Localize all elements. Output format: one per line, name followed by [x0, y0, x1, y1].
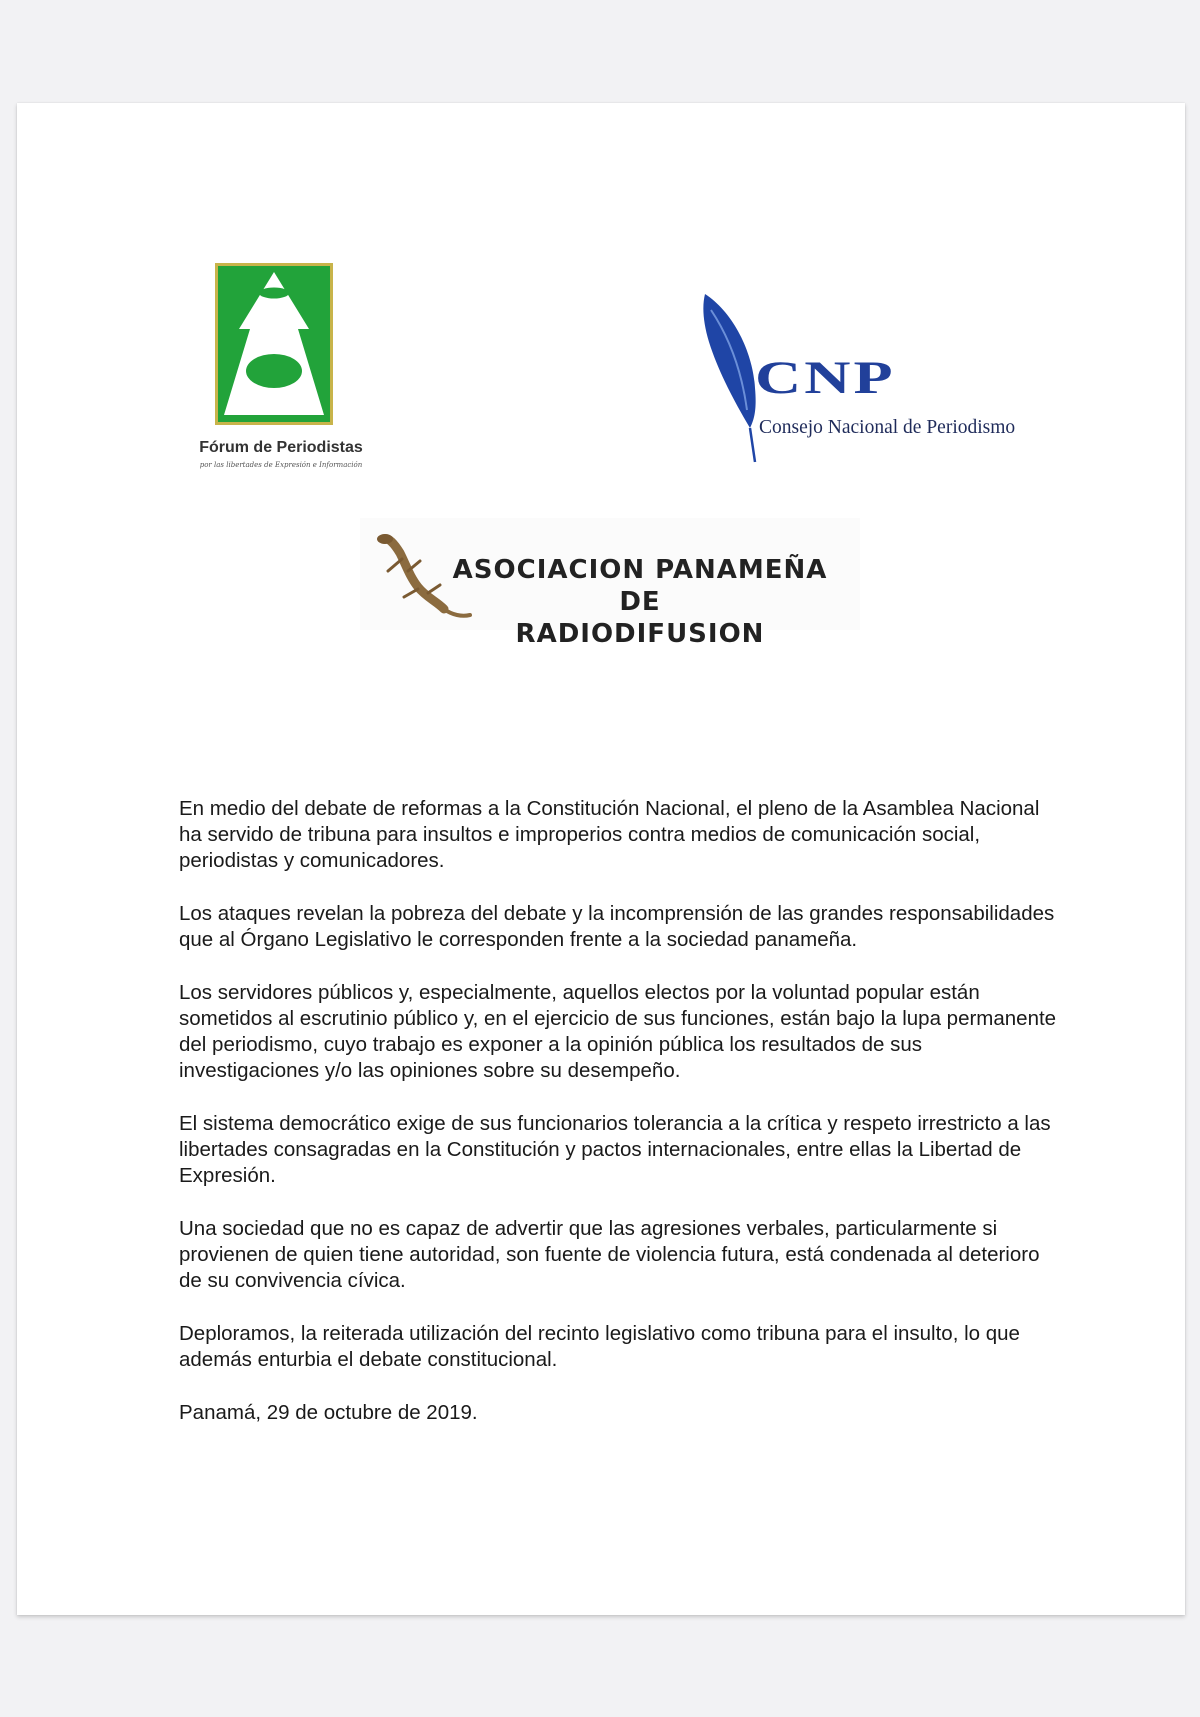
- cnp-abbreviation: CNP: [755, 352, 896, 404]
- dateline: Panamá, 29 de octubre de 2019.: [179, 1401, 478, 1424]
- statement-body: [179, 796, 1059, 1426]
- statement-paragraph: En medio del debate de reformas a la Constitución Nacional, el pleno de la Asamblea Nacional ha servido de tribuna para insultos e improperios contra medios de comunicación social, periodistas y comunicadores.: [179, 797, 1040, 872]
- forum-tagline: por las libertades de Expresión e Información: [199, 461, 363, 469]
- apr-name-line-2: RADIODIFUSION: [515, 619, 765, 649]
- apr-logo: [360, 518, 860, 649]
- statement-paragraph: Una sociedad que no es capaz de advertir que las agresiones verbales, particularmente si provienen de quien tiene autoridad, son fuente de violencia futura, está condenada al deterioro de su convivencia cívica.: [179, 1217, 1040, 1292]
- document-page: [17, 103, 1185, 1615]
- statement-paragraph: Los ataques revelan la pobreza del debate y la incomprensión de las grandes responsabilidades que al Órgano Legislativo le corresponden frente a la sociedad panameña.: [179, 902, 1055, 951]
- cnp-logo: [697, 290, 1037, 470]
- statement-paragraph: El sistema democrático exige de sus funcionarios tolerancia a la crítica y respeto irrestricto a las libertades consagradas en la Constitución y pactos internacionales, entre ellas la Libertad de Expresión.: [179, 1112, 1051, 1187]
- apr-name-line-1: ASOCIACION PANAMEÑA DE: [452, 555, 828, 617]
- forum-periodistas-logo: [181, 263, 401, 483]
- apr-name: [430, 554, 850, 650]
- statement-paragraph: Los servidores públicos y, especialmente, aquellos electos por la voluntad popular están sometidos al escrutinio público y, en el ejercicio de sus funciones, están bajo la lupa permanente del periodismo, cuyo trabajo es exponer a la opinión pública los resultados de sus investigaciones y/o las opiniones sobre su desempeño.: [179, 981, 1057, 1082]
- forum-logo-icon: [215, 263, 333, 425]
- statement-paragraph: Deploramos, la reiterada utilización del recinto legislativo como tribuna para el insulto, lo que además enturbia el debate constitucional.: [179, 1322, 1020, 1371]
- cnp-full-name: Consejo Nacional de Periodismo: [759, 417, 1016, 438]
- forum-name: Fórum de Periodistas: [199, 439, 363, 456]
